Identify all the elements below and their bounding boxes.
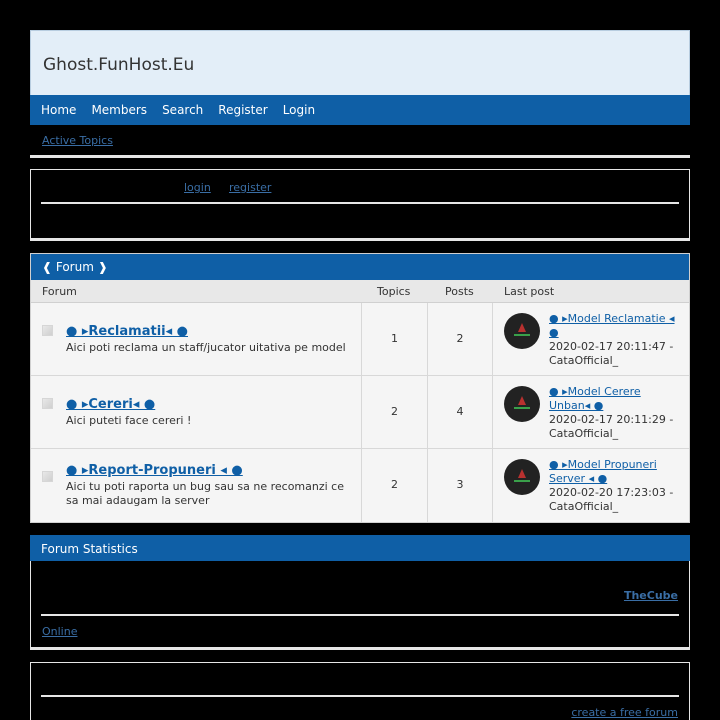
active-topics-link[interactable]: Active Topics [42, 134, 113, 147]
forum-table [30, 253, 690, 523]
last-post-date: 2020-02-17 20:11:29 - [549, 413, 674, 426]
newest-user-link[interactable]: TheCube [623, 589, 678, 602]
login-box [30, 169, 690, 241]
last-post-user: CataOfficial_ [549, 354, 619, 367]
read-forum-icon [42, 471, 53, 482]
last-post-date: 2020-02-20 17:23:03 - [549, 486, 674, 499]
sub-navbar [30, 125, 690, 158]
post-count: 2 [456, 332, 464, 345]
post-count: 4 [456, 405, 464, 418]
column-headers [31, 280, 689, 303]
register-link[interactable]: register [229, 181, 272, 194]
nav-search[interactable]: Search [162, 103, 204, 117]
forum-row [31, 376, 689, 449]
forum-row [31, 449, 689, 522]
forum-title-link[interactable]: ● ▸Cereri◂ ● [66, 397, 156, 412]
col-posts: Posts [445, 285, 474, 298]
statistics-panel [30, 561, 690, 650]
last-post-link[interactable]: ● ▸Model Cerere Unban◂ ● [549, 385, 641, 412]
divider [41, 614, 679, 616]
col-topics: Topics [377, 285, 411, 298]
divider [41, 695, 679, 697]
nav-home[interactable]: Home [41, 103, 77, 117]
last-post-user: CataOfficial_ [549, 427, 619, 440]
footer [30, 662, 690, 720]
last-post-link[interactable]: ● ▸Model Propuneri Server ◂ ● [549, 458, 657, 485]
col-last-post: Last post [504, 285, 555, 298]
nav-register[interactable]: Register [218, 103, 268, 117]
user-avatar-icon[interactable] [504, 313, 540, 349]
topic-count: 1 [391, 332, 398, 345]
read-forum-icon [42, 325, 53, 336]
user-avatar-icon[interactable] [504, 386, 540, 422]
forum-description: Aici tu poti raporta un bug sau sa ne recomanzi ce sa mai adaugam la server [66, 480, 345, 507]
topic-count: 2 [391, 405, 398, 418]
user-avatar-icon[interactable] [504, 459, 540, 495]
site-title[interactable]: Ghost.FunHost.Eu [43, 55, 195, 75]
forum-title-link[interactable]: ● ▸Reclamatii◂ ● [66, 324, 188, 339]
col-forum: Forum [42, 285, 77, 298]
post-count: 3 [456, 478, 464, 491]
main-navbar [30, 95, 690, 125]
forum-title-link[interactable]: ● ▸Report-Propuneri ◂ ● [66, 463, 243, 478]
site-header [30, 30, 690, 95]
login-link[interactable]: login [184, 181, 211, 194]
divider [41, 202, 679, 204]
forum-description: Aici puteti face cereri ! [66, 414, 192, 427]
online-link[interactable]: Online [42, 625, 78, 638]
forum-row [31, 303, 689, 376]
nav-login[interactable]: Login [282, 103, 316, 117]
forum-table-header[interactable]: ❰ Forum ❱ [31, 254, 689, 280]
nav-members[interactable]: Members [91, 103, 148, 117]
last-post-user: CataOfficial_ [549, 500, 619, 513]
read-forum-icon [42, 398, 53, 409]
create-forum-link[interactable]: create a free forum [571, 706, 678, 719]
forum-description: Aici poti reclama un staff/jucator uitativa pe model [66, 341, 346, 354]
last-post-date: 2020-02-17 20:11:47 - [549, 340, 674, 353]
last-post-link[interactable]: ● ▸Model Reclamatie ◂ ● [549, 312, 675, 339]
topic-count: 2 [391, 478, 398, 491]
statistics-header: Forum Statistics [30, 535, 690, 561]
